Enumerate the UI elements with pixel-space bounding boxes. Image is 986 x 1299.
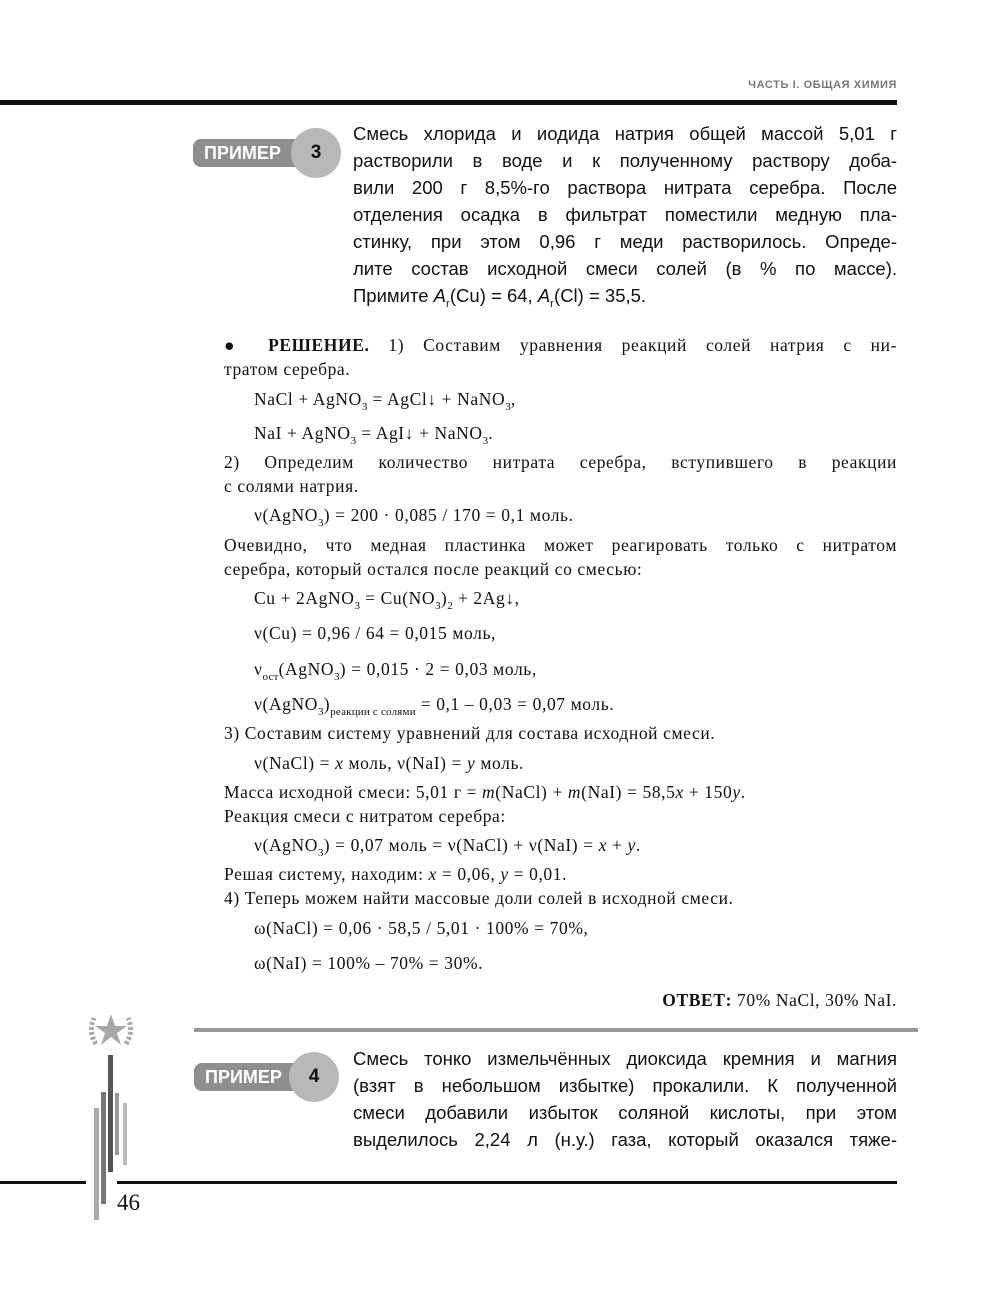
text-segment: моль. [475, 753, 525, 773]
text-segment: 3) Составим систему уравнений для состава исходной смеси. [224, 723, 716, 743]
text-segment: 1) Составим уравнения реакций солей натрия с ни- [369, 335, 898, 355]
text-segment: = 0,01. [508, 864, 568, 884]
badge-number: 3 [291, 128, 341, 178]
formula-line [254, 916, 927, 940]
decor-bar [123, 1103, 127, 1165]
text-segment: выделилось 2,24 л (н.у.) газа, который оказался тяже- [353, 1129, 897, 1150]
solution-line [224, 780, 897, 804]
text-segment: стинку, при этом 0,96 г меди растворилось. Опреде- [353, 231, 897, 252]
text-segment: + 2Ag↓, [452, 588, 520, 608]
problem-line [353, 1045, 897, 1072]
text-segment: Смесь хлорида и иодида натрия общей массой 5,01 г [353, 123, 897, 144]
badge-number: 4 [289, 1052, 339, 1102]
text-segment: ν(AgNO [254, 505, 319, 525]
text-segment: ) [440, 588, 448, 608]
text-segment: ν(NaCl) = [254, 753, 336, 773]
text-segment: m [567, 782, 582, 802]
text-segment: ω(NaI) = 100% – 70% = 30%. [254, 953, 484, 973]
section-divider [194, 1028, 918, 1032]
text-segment: смеси добавили избыток соляной кислоты, при этом [353, 1102, 897, 1123]
text-segment: 4) Теперь можем найти массовые доли солей в исходной смеси. [224, 888, 734, 908]
problem-line [353, 282, 897, 309]
subscript: 2 [447, 600, 453, 612]
problem-line [353, 1072, 897, 1099]
text-segment: ν(AgNO [254, 835, 319, 855]
solution-line [224, 450, 897, 474]
text-segment: + 150 [683, 782, 733, 802]
problem-line [353, 1099, 897, 1126]
footer-rule [0, 1181, 86, 1184]
text-segment: NaCl + AgNO [254, 389, 362, 409]
text-segment: ● РЕШЕНИЕ. [224, 335, 370, 355]
formula-line [254, 657, 927, 689]
example-4-problem [353, 1045, 897, 1153]
text-segment: , [510, 389, 516, 409]
formula-line [254, 503, 927, 535]
subscript: 3 [482, 435, 489, 447]
text-segment: = AgCl↓ + NaNO [367, 389, 506, 409]
problem-line [353, 228, 897, 255]
text-segment: Примите [353, 285, 434, 306]
text-segment: ) [323, 694, 331, 714]
formula-line [254, 421, 927, 453]
text-segment: ν(AgNO [254, 694, 319, 714]
subscript: 3 [334, 671, 340, 683]
problem-line [353, 1126, 897, 1153]
page-number: 46 [117, 1190, 140, 1215]
text-segment: вили 200 г 8,5%-го раствора нитрата серебра. После [353, 177, 897, 198]
answer [662, 990, 897, 1011]
subscript: 3 [361, 401, 368, 413]
text-segment: + [607, 835, 628, 855]
text-segment: . [635, 835, 641, 855]
star-wreath-icon [86, 1006, 136, 1056]
text-segment: серебра, который остался после реакций со смесью: [224, 559, 643, 579]
formula-line [254, 586, 927, 618]
subscript: 3 [318, 517, 324, 529]
badge-label: ПРИМЕР [193, 139, 303, 167]
badge-label: ПРИМЕР [194, 1063, 304, 1091]
text-segment: . [740, 782, 746, 802]
text-segment: Очевидно, что медная пластинка может реагировать только с нитратом [224, 535, 897, 555]
solution-line [224, 804, 897, 828]
solution-line [224, 357, 897, 381]
text-segment: y [732, 782, 741, 802]
subscript: 3 [505, 401, 511, 413]
problem-line [353, 201, 897, 228]
text-segment: (NaCl) + [495, 782, 568, 802]
text-segment: x [675, 782, 684, 802]
solution-line [224, 474, 897, 498]
decor-bar [115, 1093, 119, 1155]
answer-text: 70% NaCl, 30% NaI. [732, 990, 897, 1010]
text-segment: Реакция смеси с нитратом серебра: [224, 806, 506, 826]
problem-line [353, 147, 897, 174]
text-segment: (Cl) = 35,5. [554, 285, 647, 306]
text-segment: x [428, 864, 437, 884]
text-segment: ν [254, 659, 263, 679]
text-segment: ) = 0,015 · 2 = 0,03 моль, [339, 659, 537, 679]
text-segment: тратом серебра. [224, 359, 351, 379]
subscript: r [550, 298, 555, 310]
text-segment: растворили в воде и к полученному раствору доба- [353, 150, 897, 171]
text-segment: . [488, 423, 494, 443]
text-segment: ) = 0,07 моль = ν(NaCl) + ν(NaI) = [323, 835, 599, 855]
subscript: ост [262, 671, 279, 683]
text-segment: = 0,1 – 0,03 = 0,07 моль. [415, 694, 615, 714]
running-head: ЧАСТЬ I. ОБЩАЯ ХИМИЯ [748, 79, 897, 91]
subscript: 3 [350, 435, 357, 447]
text-segment: (AgNO [278, 659, 335, 679]
text-segment: Cu + 2AgNO [254, 588, 355, 608]
text-segment: Смесь тонко измельчённых диоксида кремния и магния [353, 1048, 897, 1069]
subscript: 3 [354, 600, 361, 612]
text-segment: m [482, 782, 496, 802]
text-segment: y [466, 753, 476, 773]
footer-rule [117, 1181, 897, 1184]
subscript: реакции с солями [330, 706, 416, 718]
text-segment: = 0,06, [436, 864, 501, 884]
solution-line [224, 721, 897, 745]
text-segment: x [598, 835, 608, 855]
text-segment: y [627, 835, 636, 855]
formula-line [254, 692, 927, 724]
text-segment: (Cu) = 64, [449, 285, 538, 306]
text-segment: ω(NaCl) = 0,06 · 58,5 / 5,01 · 100% = 70%, [254, 918, 589, 938]
solution-line [224, 557, 897, 581]
solution-line [224, 862, 897, 886]
decor-bar [108, 1055, 113, 1172]
text-segment: ) = 200 · 0,085 / 170 = 0,1 моль. [323, 505, 574, 525]
formula-line [254, 833, 927, 865]
text-segment: NaI + AgNO [254, 423, 351, 443]
decor-bar [94, 1108, 99, 1220]
subscript: 3 [435, 600, 441, 612]
text-segment: ν(Cu) = 0,96 / 64 = 0,015 моль, [254, 623, 496, 643]
text-segment: A [433, 285, 447, 306]
formula-line [254, 387, 927, 419]
text-segment: с солями натрия. [224, 476, 359, 496]
subscript: r [446, 298, 450, 310]
text-segment: (NaI) = 58,5 [581, 782, 676, 802]
text-segment: y [500, 864, 509, 884]
solution-line [224, 533, 897, 557]
text-segment: 2) Определим количество нитрата серебра, вступившего в реакции [224, 452, 897, 472]
text-segment: = Cu(NO [360, 588, 436, 608]
problem-line [353, 174, 897, 201]
text-segment: = AgI↓ + NaNO [356, 423, 483, 443]
example-3-problem [353, 120, 897, 309]
text-segment: Масса исходной смеси: 5,01 г = [224, 782, 483, 802]
header-rule [0, 100, 897, 105]
subscript: 3 [318, 847, 324, 859]
formula-line [254, 751, 927, 775]
text-segment: (взят в небольшом избытке) прокалили. К полученной [353, 1075, 897, 1096]
solution-line [224, 333, 897, 357]
text-segment: x [335, 753, 344, 773]
text-segment: лите состав исходной смеси солей (в % по массе). [353, 258, 897, 279]
text-segment: отделения осадка в фильтрат поместили медную пла- [353, 204, 897, 225]
problem-line [353, 255, 897, 282]
subscript: 3 [318, 706, 324, 718]
problem-line [353, 120, 897, 147]
answer-label: ОТВЕТ: [662, 990, 733, 1010]
text-segment: A [537, 285, 551, 306]
decor-bar [101, 1092, 106, 1204]
text-segment: моль, ν(NaI) = [343, 753, 467, 773]
text-segment: Решая систему, находим: [224, 864, 429, 884]
solution-line [224, 886, 897, 910]
formula-line [254, 621, 927, 645]
formula-line [254, 951, 927, 975]
